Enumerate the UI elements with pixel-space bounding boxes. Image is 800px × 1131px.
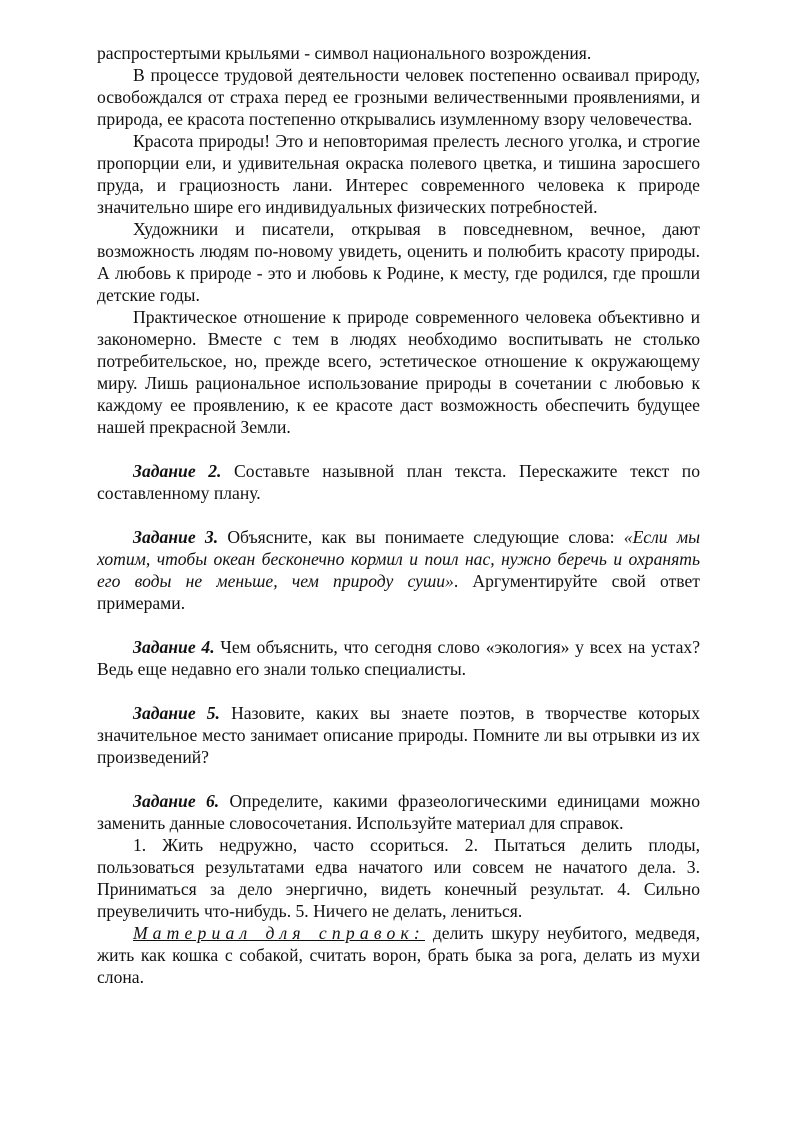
paragraph-5: Практическое отношение к природе современного человека объективно и закономерно. Вместе с тем в людях необходимо воспитывать не столько потребительское, но, прежде всего, эстетическое отношение к окружающему миру. Лишь рациональное использование природы в сочетании с любовью к каждому ее проявлению, к ее красоте даст возможность обеспечить будущее нашей прекрасной Земли. xyxy=(97,307,700,437)
task-5 xyxy=(97,702,700,768)
task-4-text: Чем объяснить, что сегодня слово «экология» у всех на устах? Ведь еще недавно его знали только специалисты. xyxy=(97,637,700,679)
task-6-reference xyxy=(97,922,700,988)
spacer xyxy=(97,680,700,702)
task-6-label: Задание 6. xyxy=(133,791,220,811)
task-5-label: Задание 5. xyxy=(133,703,220,723)
task-3-text-before: Объясните, как вы понимаете следующие слова: xyxy=(218,527,624,547)
reference-label: Материал для справок: xyxy=(133,923,425,943)
task-3-label: Задание 3. xyxy=(133,527,219,547)
task-6-items: 1. Жить недружно, часто ссориться. 2. Пытаться делить плоды, пользоваться результатами едва начатого или совсем не начатого дела. 3. Приниматься за дело энергично, видеть конечный результат. 4. Сильно преувеличить что-нибудь. 5. Ничего не делать, лениться. xyxy=(97,835,700,921)
task-6-text: Определите, какими фразеологическими единицами можно заменить данные словосочетания. Используйте материал для справок. xyxy=(97,791,700,833)
task-4 xyxy=(97,636,700,680)
task-3 xyxy=(97,526,700,614)
paragraph-1: распростертыми крыльями - символ национального возрождения. xyxy=(97,43,592,63)
task-2-label: Задание 2. xyxy=(133,461,222,481)
task-2 xyxy=(97,460,700,504)
task-3-quote: «Если мы хотим, чтобы океан бесконечно кормил и поил нас, нужно беречь и охранять его воды не меньше, чем природу суши» xyxy=(97,527,700,591)
task-4-label: Задание 4. xyxy=(133,637,215,657)
reference-text: делить шкуру неубитого, медведя, жить как кошка с собакой, считать ворон, брать быка за рога, делать из мухи слона. xyxy=(97,923,700,987)
document-page xyxy=(97,42,700,988)
spacer xyxy=(97,504,700,526)
task-2-text: Составьте назывной план текста. Перескажите текст по составленному плану. xyxy=(97,461,700,503)
paragraph-2: В процессе трудовой деятельности человек постепенно осваивал природу, освобождался от страха перед ее грозными величественными проявлениями, и природа, ее красота постепенно открывались изумленному взору человечества. xyxy=(97,65,700,129)
paragraph-3: Красота природы! Это и неповторимая прелесть лесного уголка, и строгие пропорции ели, и удивительная окраска полевого цветка, и тишина заросшего пруда, и грациозность лани. Интерес современного человека к природе значительно шире его индивидуальных физических потребностей. xyxy=(97,131,700,217)
spacer xyxy=(97,614,700,636)
paragraph-4: Художники и писатели, открывая в повседневном, вечное, дают возможность людям по-новому увидеть, оценить и полюбить красоту природы. А любовь к природе - это и любовь к Родине, к месту, где родился, где прошли детские годы. xyxy=(97,219,700,305)
task-3-text-after: . Аргументируйте свой ответ примерами. xyxy=(97,571,700,613)
spacer xyxy=(97,438,700,460)
task-6 xyxy=(97,790,700,834)
spacer xyxy=(97,768,700,790)
task-5-text: Назовите, каких вы знаете поэтов, в творчестве которых значительное место занимает описание природы. Помните ли вы отрывки из их произведений? xyxy=(97,703,700,767)
